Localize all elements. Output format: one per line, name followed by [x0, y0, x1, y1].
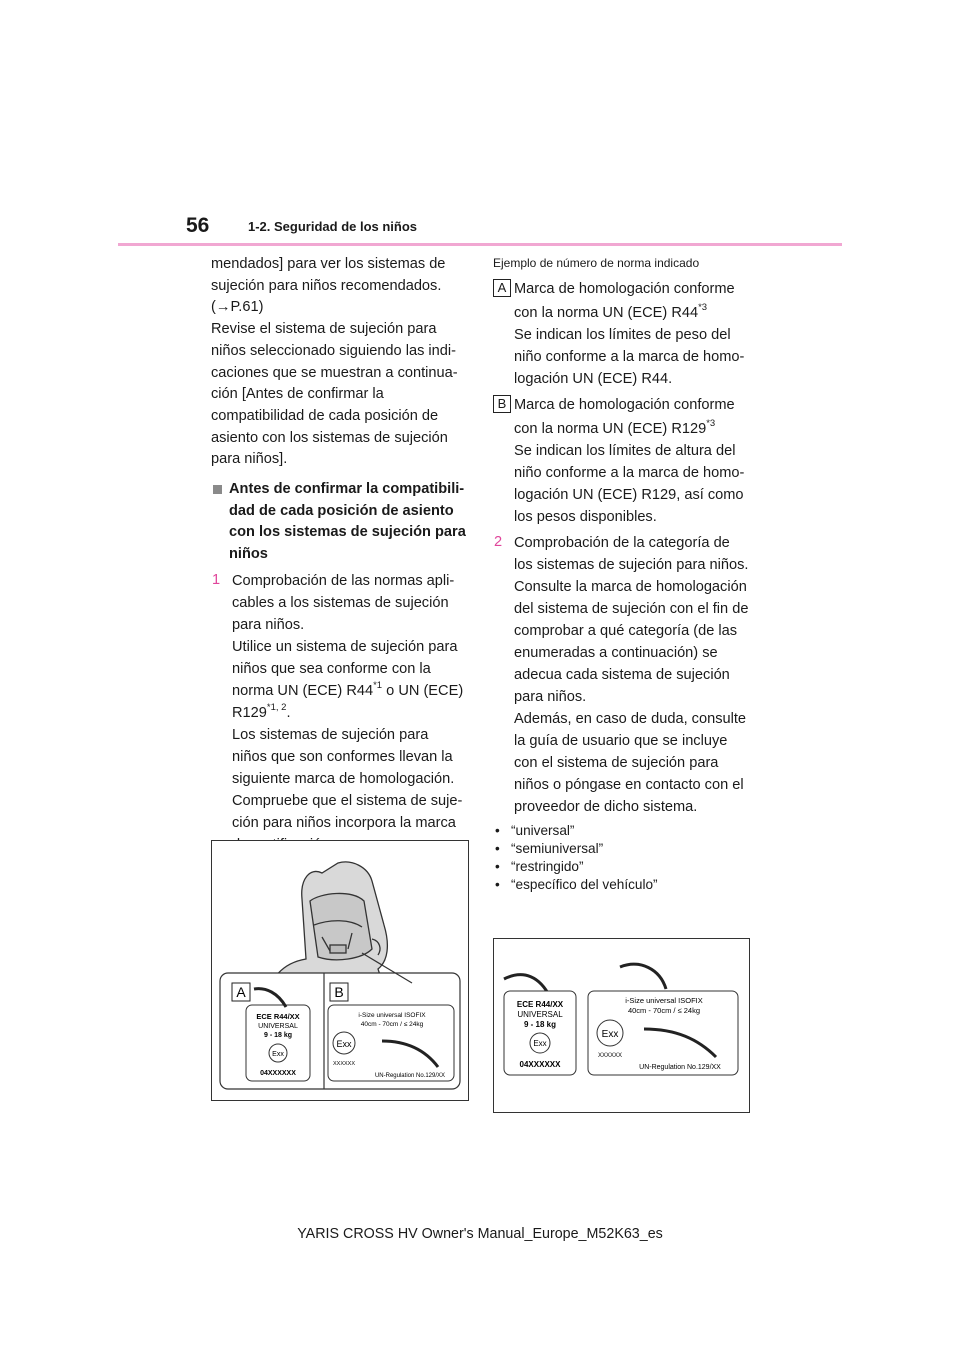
item-line: logación UN (ECE) R129, así como — [514, 487, 744, 503]
step-number: 1 — [212, 571, 221, 588]
item-line — [514, 418, 763, 440]
r129-exx: Exx — [336, 1039, 352, 1049]
approval-mark-figure — [493, 938, 750, 1113]
text: R129 — [232, 704, 267, 721]
step-1 — [211, 570, 471, 856]
step-line: Consulte la marca de homologación — [514, 579, 747, 595]
r44-line2: UNIVERSAL — [517, 1010, 563, 1019]
text: norma UN (ECE) R44 — [232, 682, 374, 699]
r44-exx: Exx — [272, 1051, 284, 1058]
step-line — [232, 680, 471, 702]
step-line: Los sistemas de sujeción para — [232, 726, 429, 743]
intro-line: (→P.61) — [211, 299, 264, 316]
footnote-ref: *1 — [373, 679, 383, 691]
step-line: cables a los sistemas de sujeción — [232, 594, 449, 611]
step-2 — [493, 532, 763, 818]
item-line: los pesos disponibles. — [514, 509, 657, 525]
category-list — [493, 822, 763, 894]
footnote-ref: *3 — [706, 418, 716, 430]
step-line: enumeradas a continuación) se — [514, 645, 718, 661]
intro-line: mendados] para ver los sistemas de — [211, 256, 446, 272]
heading-line: Antes de confirmar la compatibili- — [229, 481, 465, 498]
label-a-box: A — [493, 279, 511, 297]
r129-code: XXXXXX — [597, 1053, 623, 1059]
r44-line1: ECE R44/XX — [516, 1000, 564, 1009]
heading-line: dad de cada posición de asiento — [229, 502, 454, 519]
text: . — [286, 704, 291, 721]
list-item: • “específico del vehículo” — [493, 876, 763, 894]
item-line: Se indican los límites de altura del — [514, 443, 736, 459]
intro-line: asiento con los sistemas de sujeción — [211, 429, 448, 446]
intro-line: compatibilidad de cada posición de — [211, 407, 439, 424]
r129-code: XXXXXX — [332, 1061, 356, 1067]
step-line: niños que son conformes llevan la — [232, 748, 453, 765]
r129-line2: 40cm - 70cm / ≤ 24kg — [627, 1006, 701, 1015]
r129-line2: 40cm - 70cm / ≤ 24kg — [360, 1021, 424, 1028]
r44-line2: UNIVERSAL — [258, 1023, 298, 1030]
child-seat-illustration — [212, 841, 468, 1100]
label-b-box: B — [493, 395, 511, 413]
list-item: • “restringido” — [493, 858, 763, 876]
child-seat-figure — [211, 840, 469, 1101]
step-line: siguiente marca de homologación. — [232, 770, 455, 787]
r44-line1: ECE R44/XX — [256, 1012, 300, 1021]
step-line: para niños. — [514, 689, 587, 705]
item-b — [493, 394, 763, 528]
step-line: del sistema de sujeción con el fin de — [514, 601, 749, 617]
square-bullet-icon — [213, 485, 222, 494]
heading-line: con los sistemas de sujeción para — [229, 524, 466, 541]
header-rule — [118, 243, 842, 246]
step-line: comprobar a qué categoría (de las — [514, 623, 738, 639]
footer-text: YARIS CROSS HV Owner's Manual_Europe_M52K63_es — [297, 1226, 663, 1242]
step-line: adecua cada sistema de sujeción — [514, 667, 730, 683]
intro-line: caciones que se muestran a continua- — [211, 364, 458, 381]
item-line: Marca de homologación conforme — [514, 281, 735, 297]
footnote-ref: *3 — [698, 302, 708, 314]
step-line: proveedor de dicho sistema. — [514, 799, 698, 815]
item-line: Marca de homologación conforme — [514, 397, 735, 413]
r129-exx: Exx — [601, 1029, 619, 1040]
r44-line3: 9 - 18 kg — [263, 1032, 293, 1039]
label-b: B — [334, 984, 344, 1000]
label-a: A — [236, 984, 246, 1000]
item-line: Se indican los límites de peso del — [514, 327, 731, 343]
step-line: para niños. — [232, 616, 305, 633]
intro-line: ción [Antes de confirmar la — [211, 386, 384, 403]
arrow-icon — [620, 964, 666, 989]
intro-line: Revise el sistema de sujeción para — [211, 321, 437, 338]
figure-caption: Ejemplo de número de norma indicado — [493, 256, 700, 270]
r44-code: 04XXXXXX — [260, 1070, 296, 1077]
step-line: niños que sea conforme con la — [232, 660, 431, 677]
r129-line1: i-Size universal ISOFIX — [625, 996, 703, 1005]
item-line: niño conforme a la marca de homo- — [514, 349, 745, 365]
approval-mark-illustration — [494, 939, 749, 1112]
item-line — [514, 302, 763, 324]
step-line: ción para niños incorpora la marca — [232, 814, 456, 831]
item-line: logación UN (ECE) R44. — [514, 371, 673, 387]
r44-exx: Exx — [533, 1039, 547, 1048]
subsection-heading — [211, 479, 471, 566]
step-line: Comprobación de las normas apli- — [232, 572, 455, 589]
text: con la norma UN (ECE) R44 — [514, 305, 699, 321]
r129-reg: UN-Regulation No.129/XX — [374, 1073, 446, 1079]
section-title: 1-2. Seguridad de los niños — [248, 219, 418, 234]
step-line: la guía de usuario que se incluye — [514, 733, 728, 749]
list-item: • “universal” — [493, 822, 763, 840]
step-line: Comprobación de la categoría de — [514, 535, 730, 551]
footnote-ref: *1, 2 — [266, 701, 287, 713]
r44-code: 04XXXXXX — [519, 1060, 561, 1069]
item-a — [493, 278, 763, 390]
heading-line: niños — [229, 546, 268, 563]
step-line — [232, 702, 471, 724]
step-line: los sistemas de sujeción para niños. — [514, 557, 749, 573]
step-number: 2 — [494, 534, 503, 550]
step-line: Además, en caso de duda, consulte — [514, 711, 747, 727]
page-number: 56 — [186, 214, 210, 237]
intro-line: para niños]. — [211, 451, 288, 468]
text: con la norma UN (ECE) R129 — [514, 421, 707, 437]
r129-line1: i-Size universal ISOFIX — [358, 1012, 426, 1019]
step-line: Utilice un sistema de sujeción para — [232, 638, 458, 655]
left-column — [211, 254, 471, 856]
step-line: con el sistema de sujeción para — [514, 755, 719, 771]
item-line: niño conforme a la marca de homo- — [514, 465, 745, 481]
list-item: • “semiuniversal” — [493, 840, 763, 858]
intro-line: sujeción para niños recomendados. — [211, 277, 442, 294]
r44-line3: 9 - 18 kg — [523, 1020, 557, 1029]
step-line: Compruebe que el sistema de suje- — [232, 792, 463, 809]
text: o UN (ECE) — [382, 682, 464, 699]
step-line: niños o póngase en contacto con el — [514, 777, 744, 793]
right-column — [493, 254, 763, 894]
intro-line: niños seleccionado siguiendo las indi- — [211, 342, 457, 359]
r129-reg: UN-Regulation No.129/XX — [639, 1064, 721, 1071]
